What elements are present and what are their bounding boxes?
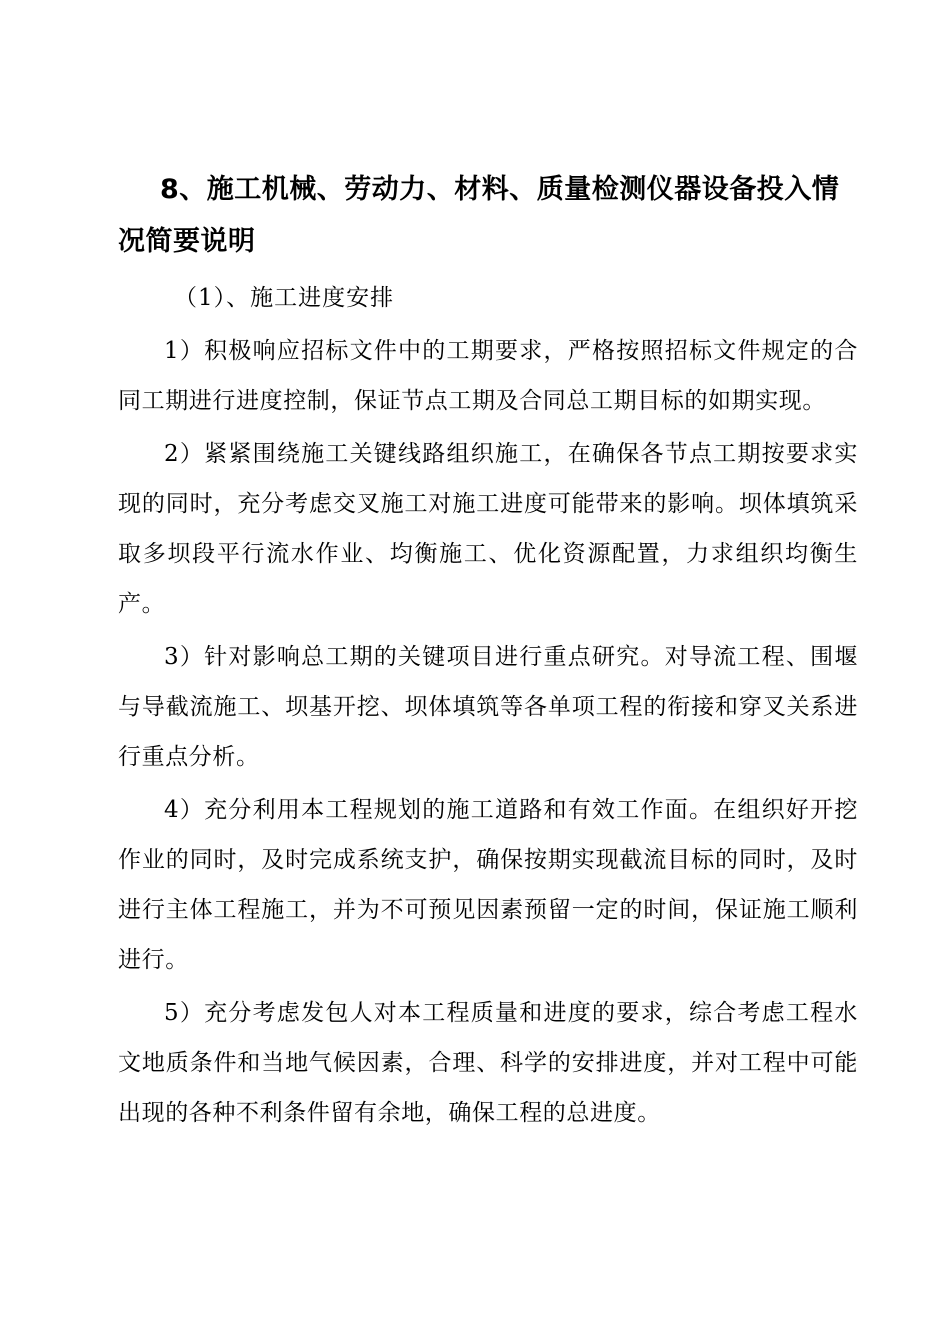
section-heading: 8、施工机械、劳动力、材料、质量检测仪器设备投入情况简要说明 [118,174,840,257]
paragraph-1: 1）积极响应招标文件中的工期要求，严格按照招标文件规定的合同工期进行进度控制，保证节点工期及合同总工期目标的如期实现。 [118,338,858,414]
paragraph-5: 5）充分考虑发包人对本工程质量和进度的要求，综合考虑工程水文地质条件和当地气候因素，合理、科学的安排进度，并对工程中可能出现的各种不利条件留有余地，确保工程的总进度。 [118,1000,858,1126]
subsection-heading: （1）、施工进度安排 [174,285,395,311]
paragraph-3: 3）针对影响总工期的关键项目进行重点研究。对导流工程、围堰与导截流施工、坝基开挖、坝体填筑等各单项工程的衔接和穿叉关系进行重点分析。 [118,644,858,770]
paragraph-4: 4）充分利用本工程规划的施工道路和有效工作面。在组织好开挖作业的同时，及时完成系统支护，确保按期实现截流目标的同时，及时进行主体工程施工，并为不可预见因素预留一定的时间，保证施工顺利进行。 [118,797,858,973]
document-page [118,164,858,1141]
paragraph-2: 2）紧紧围绕施工关键线路组织施工，在确保各节点工期按要求实现的同时，充分考虑交叉施工对施工进度可能带来的影响。坝体填筑采取多坝段平行流水作业、均衡施工、优化资源配置，力求组织均衡生产。 [118,441,858,617]
